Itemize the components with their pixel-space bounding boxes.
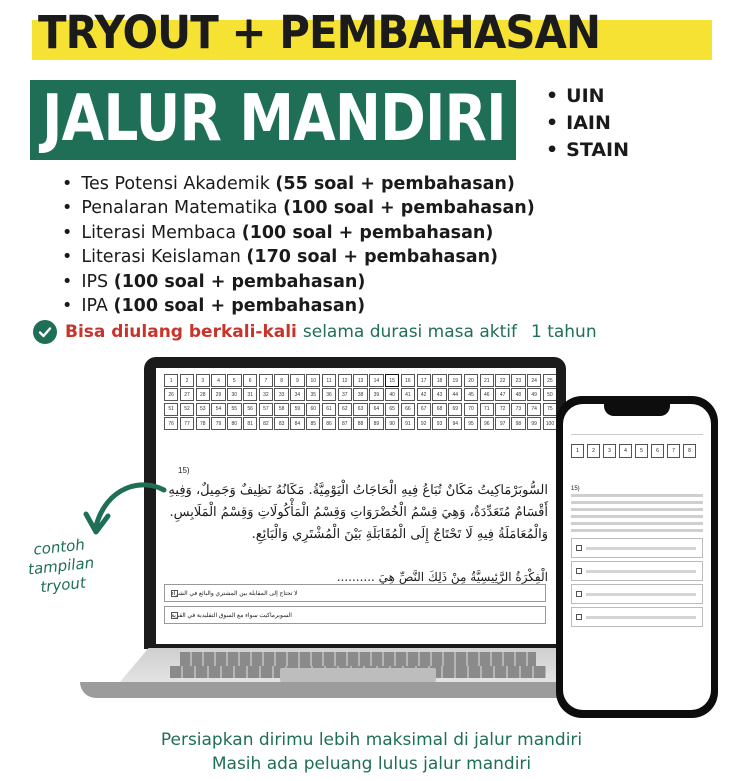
question-number-button[interactable]: 90 — [385, 417, 399, 430]
question-number-button[interactable]: 59 — [290, 403, 304, 416]
question-number-button[interactable]: 6 — [651, 444, 664, 458]
checkbox-icon[interactable] — [576, 568, 582, 574]
trackpad — [280, 668, 436, 682]
footer-line-2: Masih ada peluang lulus jalur mandiri — [211, 754, 532, 774]
question-number-button[interactable]: 52 — [180, 403, 194, 416]
question-number-button[interactable]: 14 — [369, 374, 383, 387]
answer-options — [164, 584, 546, 628]
question-number-button[interactable]: 60 — [306, 403, 320, 416]
question-number-button[interactable]: 13 — [353, 374, 367, 387]
question-number-button[interactable]: 22 — [495, 374, 509, 387]
question-number-button[interactable]: 93 — [432, 417, 446, 430]
question-number-button[interactable]: 73 — [511, 403, 525, 416]
question-number-button[interactable]: 10 — [306, 374, 320, 387]
question-number-button[interactable]: 88 — [353, 417, 367, 430]
question-number-button[interactable]: 32 — [259, 388, 273, 401]
question-number-button[interactable]: 5 — [227, 374, 241, 387]
feature-item: • Literasi Membaca (100 soal + pembahasan) — [62, 221, 535, 245]
question-number-button[interactable]: 9 — [290, 374, 304, 387]
question-number-button[interactable]: 72 — [495, 403, 509, 416]
question-number-button[interactable]: 48 — [511, 388, 525, 401]
question-number-button[interactable]: 5 — [635, 444, 648, 458]
question-number-button[interactable]: 7 — [259, 374, 273, 387]
question-number-button[interactable]: 33 — [274, 388, 288, 401]
question-number-button[interactable]: 28 — [196, 388, 210, 401]
answer-option[interactable]: لا تحتاج إلى المقابلة بين المشتري والبائع في الشراء — [164, 584, 546, 602]
question-number-button[interactable]: 11 — [322, 374, 336, 387]
question-number-button[interactable]: 80 — [227, 417, 241, 430]
question-number-button[interactable]: 69 — [448, 403, 462, 416]
repeat-highlight: Bisa diulang berkali-kali — [65, 322, 297, 342]
question-number-button[interactable]: 21 — [480, 374, 494, 387]
question-number-button[interactable]: 41 — [401, 388, 415, 401]
check-circle-icon — [33, 320, 57, 344]
question-number-button[interactable]: 49 — [527, 388, 541, 401]
phone-question-text — [571, 494, 703, 534]
question-number-button[interactable]: 8 — [274, 374, 288, 387]
feature-item: • IPA (100 soal + pembahasan) — [62, 294, 535, 318]
question-number-button[interactable]: 55 — [227, 403, 241, 416]
question-number-button[interactable]: 68 — [432, 403, 446, 416]
question-number-button[interactable]: 1 — [164, 374, 178, 387]
question-number-button[interactable]: 96 — [480, 417, 494, 430]
question-number-button[interactable]: 85 — [306, 417, 320, 430]
question-number-grid — [164, 374, 556, 430]
question-number-button[interactable]: 4 — [619, 444, 632, 458]
question-number-button[interactable]: 20 — [464, 374, 478, 387]
question-number-button[interactable]: 53 — [196, 403, 210, 416]
question-number-button[interactable]: 67 — [417, 403, 431, 416]
question-number-button[interactable]: 70 — [464, 403, 478, 416]
question-number-button[interactable]: 27 — [180, 388, 194, 401]
question-number-button[interactable]: 26 — [164, 388, 178, 401]
repeat-duration: 1 tahun — [530, 322, 597, 342]
institution-item: • UIN — [546, 83, 629, 110]
question-number-button[interactable]: 75 — [543, 403, 556, 416]
question-number-button[interactable]: 1 — [571, 444, 584, 458]
question-number-button[interactable]: 92 — [417, 417, 431, 430]
phone-question-number: 15) — [571, 486, 580, 492]
question-number-button[interactable]: 2 — [587, 444, 600, 458]
phone-answer-option[interactable] — [571, 538, 703, 558]
institution-list — [546, 83, 629, 164]
feature-item: • Literasi Keislaman (170 soal + pembahasan) — [62, 245, 535, 269]
question-number-button[interactable]: 15 — [385, 374, 399, 387]
feature-item: • IPS (100 soal + pembahasan) — [62, 270, 535, 294]
question-number-button[interactable]: 18 — [432, 374, 446, 387]
phone-answer-option[interactable] — [571, 561, 703, 581]
question-number-button[interactable]: 57 — [259, 403, 273, 416]
question-number-button[interactable]: 83 — [274, 417, 288, 430]
question-number-button[interactable]: 66 — [401, 403, 415, 416]
question-number-button[interactable]: 99 — [527, 417, 541, 430]
keyboard — [180, 652, 536, 666]
checkbox-icon[interactable] — [171, 612, 178, 619]
institution-item: • STAIN — [546, 137, 629, 164]
question-number-button[interactable]: 24 — [527, 374, 541, 387]
question-number-button[interactable]: 2 — [180, 374, 194, 387]
laptop-base — [80, 648, 636, 704]
question-number-button[interactable]: 97 — [495, 417, 509, 430]
question-number-button[interactable]: 58 — [274, 403, 288, 416]
question-number-button[interactable]: 39 — [369, 388, 383, 401]
question-number-button[interactable]: 63 — [353, 403, 367, 416]
question-number-button[interactable]: 47 — [495, 388, 509, 401]
checkbox-icon[interactable] — [576, 545, 582, 551]
answer-option[interactable]: السوبرماكيت سواء مع السوق التقليدية في القرية — [164, 606, 546, 624]
question-number-button[interactable]: 95 — [464, 417, 478, 430]
question-number-button[interactable]: 81 — [243, 417, 257, 430]
repeat-text: selama durasi masa aktif — [302, 322, 517, 342]
footer-tagline — [0, 728, 743, 776]
question-number-button[interactable]: 86 — [322, 417, 336, 430]
question-number-button[interactable]: 7 — [667, 444, 680, 458]
question-number-button[interactable]: 50 — [543, 388, 556, 401]
question-number-button[interactable]: 77 — [180, 417, 194, 430]
question-number-button[interactable]: 64 — [369, 403, 383, 416]
question-number-button[interactable]: 31 — [243, 388, 257, 401]
question-number-button[interactable]: 23 — [511, 374, 525, 387]
question-number-button[interactable]: 98 — [511, 417, 525, 430]
question-number-button[interactable]: 30 — [227, 388, 241, 401]
phone-number-grid — [571, 444, 696, 458]
question-number-button[interactable]: 45 — [464, 388, 478, 401]
question-prompt: الْفِكْرَةُ الرَّئِيسِيَّةُ مِنْ ذَلِكَ النَّصِّ هِيَ .......... — [336, 570, 548, 584]
question-number-button[interactable]: 37 — [338, 388, 352, 401]
checkbox-icon[interactable] — [576, 591, 582, 597]
question-number-button[interactable]: 62 — [338, 403, 352, 416]
preview-annotation: contoh tampilan tryout — [27, 535, 95, 597]
phone-screen — [563, 404, 711, 710]
footer-line-1: Persiapkan dirimu lebih maksimal di jalur mandiri — [160, 730, 583, 750]
question-number-button[interactable]: 71 — [480, 403, 494, 416]
question-number-button[interactable]: 25 — [543, 374, 556, 387]
question-number-button[interactable]: 34 — [290, 388, 304, 401]
question-number-button[interactable]: 84 — [290, 417, 304, 430]
question-number-button[interactable]: 43 — [432, 388, 446, 401]
question-number-button[interactable]: 42 — [417, 388, 431, 401]
question-number-button[interactable]: 61 — [322, 403, 336, 416]
question-number-button[interactable]: 8 — [683, 444, 696, 458]
question-number-button[interactable]: 100 — [543, 417, 556, 430]
question-number-button[interactable]: 76 — [164, 417, 178, 430]
question-number-button[interactable]: 35 — [306, 388, 320, 401]
question-number-button[interactable]: 87 — [338, 417, 352, 430]
question-passage: السُّوبَرْمَاكِيتُ مَكَانٌ تُبَاعُ فِيهِ الْحَاجَاتُ الْيَوْمِيَّةُ. مَكَانُهُ نَظِيفٌ وَجَمِيلٌ، وَفِيهِ أَقْسَامٌ مُتَعَدِّدَةٌ، وَهِيَ قِسْمُ الْخُضْرَوَاتِ وَقِسْمُ الْمَأْكُولَاتِ وَقِسْمُ الْمَلَابِسِ. وَالْمُعَامَلَةُ فِيهِ لَا تَحْتَاجُ إِلَى الْمُقَابَلَةِ بَيْنَ الْمُشْتَرِي وَالْبَائِعِ. — [168, 483, 548, 542]
feature-item: • Tes Potensi Akademik (55 soal + pembahasan) — [62, 172, 535, 196]
headline-text: TRYOUT + PEMBAHASAN — [38, 6, 601, 59]
question-number-button[interactable]: 44 — [448, 388, 462, 401]
question-number-button[interactable]: 6 — [243, 374, 257, 387]
phone-progress-bar — [571, 434, 703, 440]
question-number-button[interactable]: 65 — [385, 403, 399, 416]
phone-notch — [604, 404, 670, 416]
headline-jalur-mandiri — [30, 80, 516, 160]
question-number-button[interactable]: 17 — [417, 374, 431, 387]
question-number-button[interactable]: 38 — [353, 388, 367, 401]
question-number-button[interactable]: 16 — [401, 374, 415, 387]
question-number-button[interactable]: 91 — [401, 417, 415, 430]
institution-item: • IAIN — [546, 110, 629, 137]
checkbox-icon[interactable] — [576, 614, 582, 620]
question-number-button[interactable]: 51 — [164, 403, 178, 416]
phone-answer-options — [571, 538, 703, 630]
question-number-button[interactable]: 36 — [322, 388, 336, 401]
question-number-button[interactable]: 12 — [338, 374, 352, 387]
question-number-button[interactable]: 29 — [211, 388, 225, 401]
feature-list — [62, 172, 535, 318]
question-number-button[interactable]: 78 — [196, 417, 210, 430]
question-number-button[interactable]: 82 — [259, 417, 273, 430]
question-number-button[interactable]: 40 — [385, 388, 399, 401]
question-number-button[interactable]: 94 — [448, 417, 462, 430]
headline-subtitle: JALUR MANDIRI — [42, 82, 506, 156]
question-number-button[interactable]: 3 — [196, 374, 210, 387]
question-number-button[interactable]: 4 — [211, 374, 225, 387]
question-number: 15) — [178, 466, 190, 475]
question-number-button[interactable]: 3 — [603, 444, 616, 458]
feature-item: • Penalaran Matematika (100 soal + pembahasan) — [62, 196, 535, 220]
headline-tryout — [32, 6, 712, 64]
question-number-button[interactable]: 79 — [211, 417, 225, 430]
question-number-button[interactable]: 89 — [369, 417, 383, 430]
question-number-button[interactable]: 19 — [448, 374, 462, 387]
repeat-note — [33, 320, 597, 344]
question-number-button[interactable]: 46 — [480, 388, 494, 401]
phone-answer-option[interactable] — [571, 607, 703, 627]
question-number-button[interactable]: 74 — [527, 403, 541, 416]
question-number-button[interactable]: 54 — [211, 403, 225, 416]
phone-answer-option[interactable] — [571, 584, 703, 604]
curved-arrow-icon — [82, 478, 172, 548]
question-number-button[interactable]: 56 — [243, 403, 257, 416]
checkbox-icon[interactable] — [171, 590, 178, 597]
laptop-screen — [156, 368, 556, 644]
